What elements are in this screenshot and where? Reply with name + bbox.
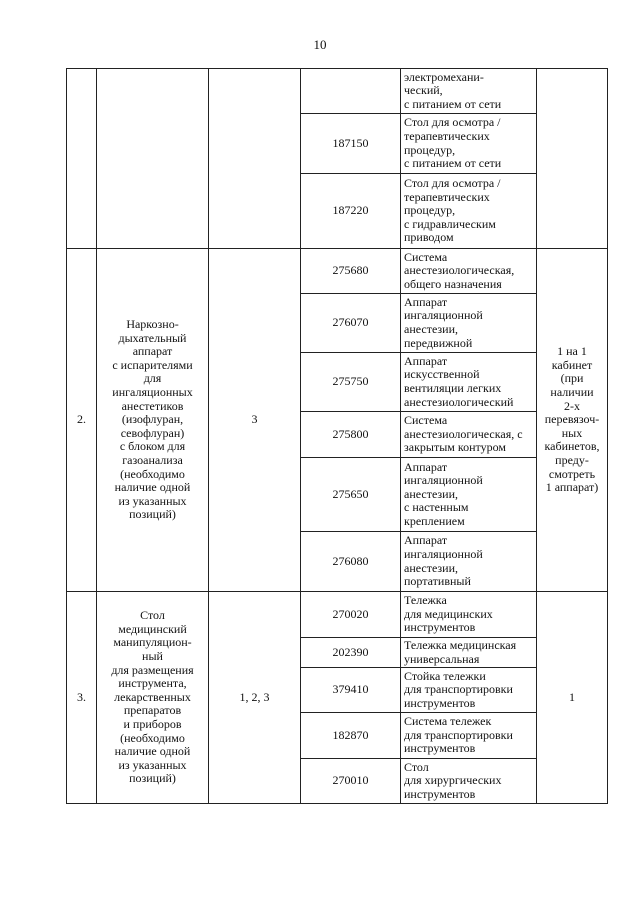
type-code: 275750: [301, 353, 401, 412]
type-description: Система анестезиологическая, общего назначения: [401, 249, 537, 294]
equipment-name: [97, 69, 209, 249]
quantity-note: 1 на 1 кабинет (при наличии 2-х перевязоч- ных кабинетов, преду- смотреть 1 аппарат): [537, 249, 608, 592]
table-row: [67, 592, 608, 638]
section-number: 1, 2, 3: [209, 592, 301, 804]
type-description: Аппарат ингаляционной анестезии, с настенным креплением: [401, 458, 537, 532]
quantity-note: 1: [537, 592, 608, 804]
row-number: 3.: [67, 592, 97, 804]
row-number: [67, 69, 97, 249]
type-description: Аппарат ингаляционной анестезии, портативный: [401, 532, 537, 592]
type-description: Аппарат искусственной вентиляции легких анестезиологический: [401, 353, 537, 412]
equipment-table: [66, 68, 608, 804]
type-code: 187150: [301, 114, 401, 174]
type-description: Тележка для медицинских инструментов: [401, 592, 537, 638]
page-number: 10: [313, 37, 327, 52]
type-code: 275650: [301, 458, 401, 532]
equipment-name: Стол медицинский манипуляцион- ный для размещения инструмента, лекарственных препаратов и приборов (необходимо наличие одной из указанных позиций): [97, 592, 209, 804]
type-code: 187220: [301, 174, 401, 249]
type-code: 379410: [301, 668, 401, 713]
type-description: электромехани- ческий, с питанием от сети: [401, 69, 537, 114]
type-description: Стойка тележки для транспортировки инструментов: [401, 668, 537, 713]
table-row: [67, 69, 608, 114]
section-number: 3: [209, 249, 301, 592]
section-number: [209, 69, 301, 249]
type-description: Стол для хирургических инструментов: [401, 759, 537, 804]
row-number: 2.: [67, 249, 97, 592]
quantity-note: [537, 69, 608, 249]
type-description: Система тележек для транспортировки инструментов: [401, 713, 537, 759]
type-description: Тележка медицинская универсальная: [401, 638, 537, 668]
type-description: Аппарат ингаляционной анестезии, передвижной: [401, 294, 537, 353]
type-description: Стол для осмотра / терапевтических процедур, с гидравлическим приводом: [401, 174, 537, 249]
type-code: 202390: [301, 638, 401, 668]
type-code: 276070: [301, 294, 401, 353]
equipment-name: Наркозно- дыхательный аппарат с испарителями для ингаляционных анестетиков (изофлуран, севофлуран) с блоком для газоанализа (необходимо наличие одной из указанных позиций): [97, 249, 209, 592]
type-code: 275800: [301, 412, 401, 458]
type-code: 182870: [301, 713, 401, 759]
type-description: Система анестезиологическая, с закрытым контуром: [401, 412, 537, 458]
type-code: 270020: [301, 592, 401, 638]
type-code: 275680: [301, 249, 401, 294]
type-description: Стол для осмотра / терапевтических процедур, с питанием от сети: [401, 114, 537, 174]
type-code: 270010: [301, 759, 401, 804]
type-code: 276080: [301, 532, 401, 592]
type-code: [301, 69, 401, 114]
table-row: [67, 249, 608, 294]
